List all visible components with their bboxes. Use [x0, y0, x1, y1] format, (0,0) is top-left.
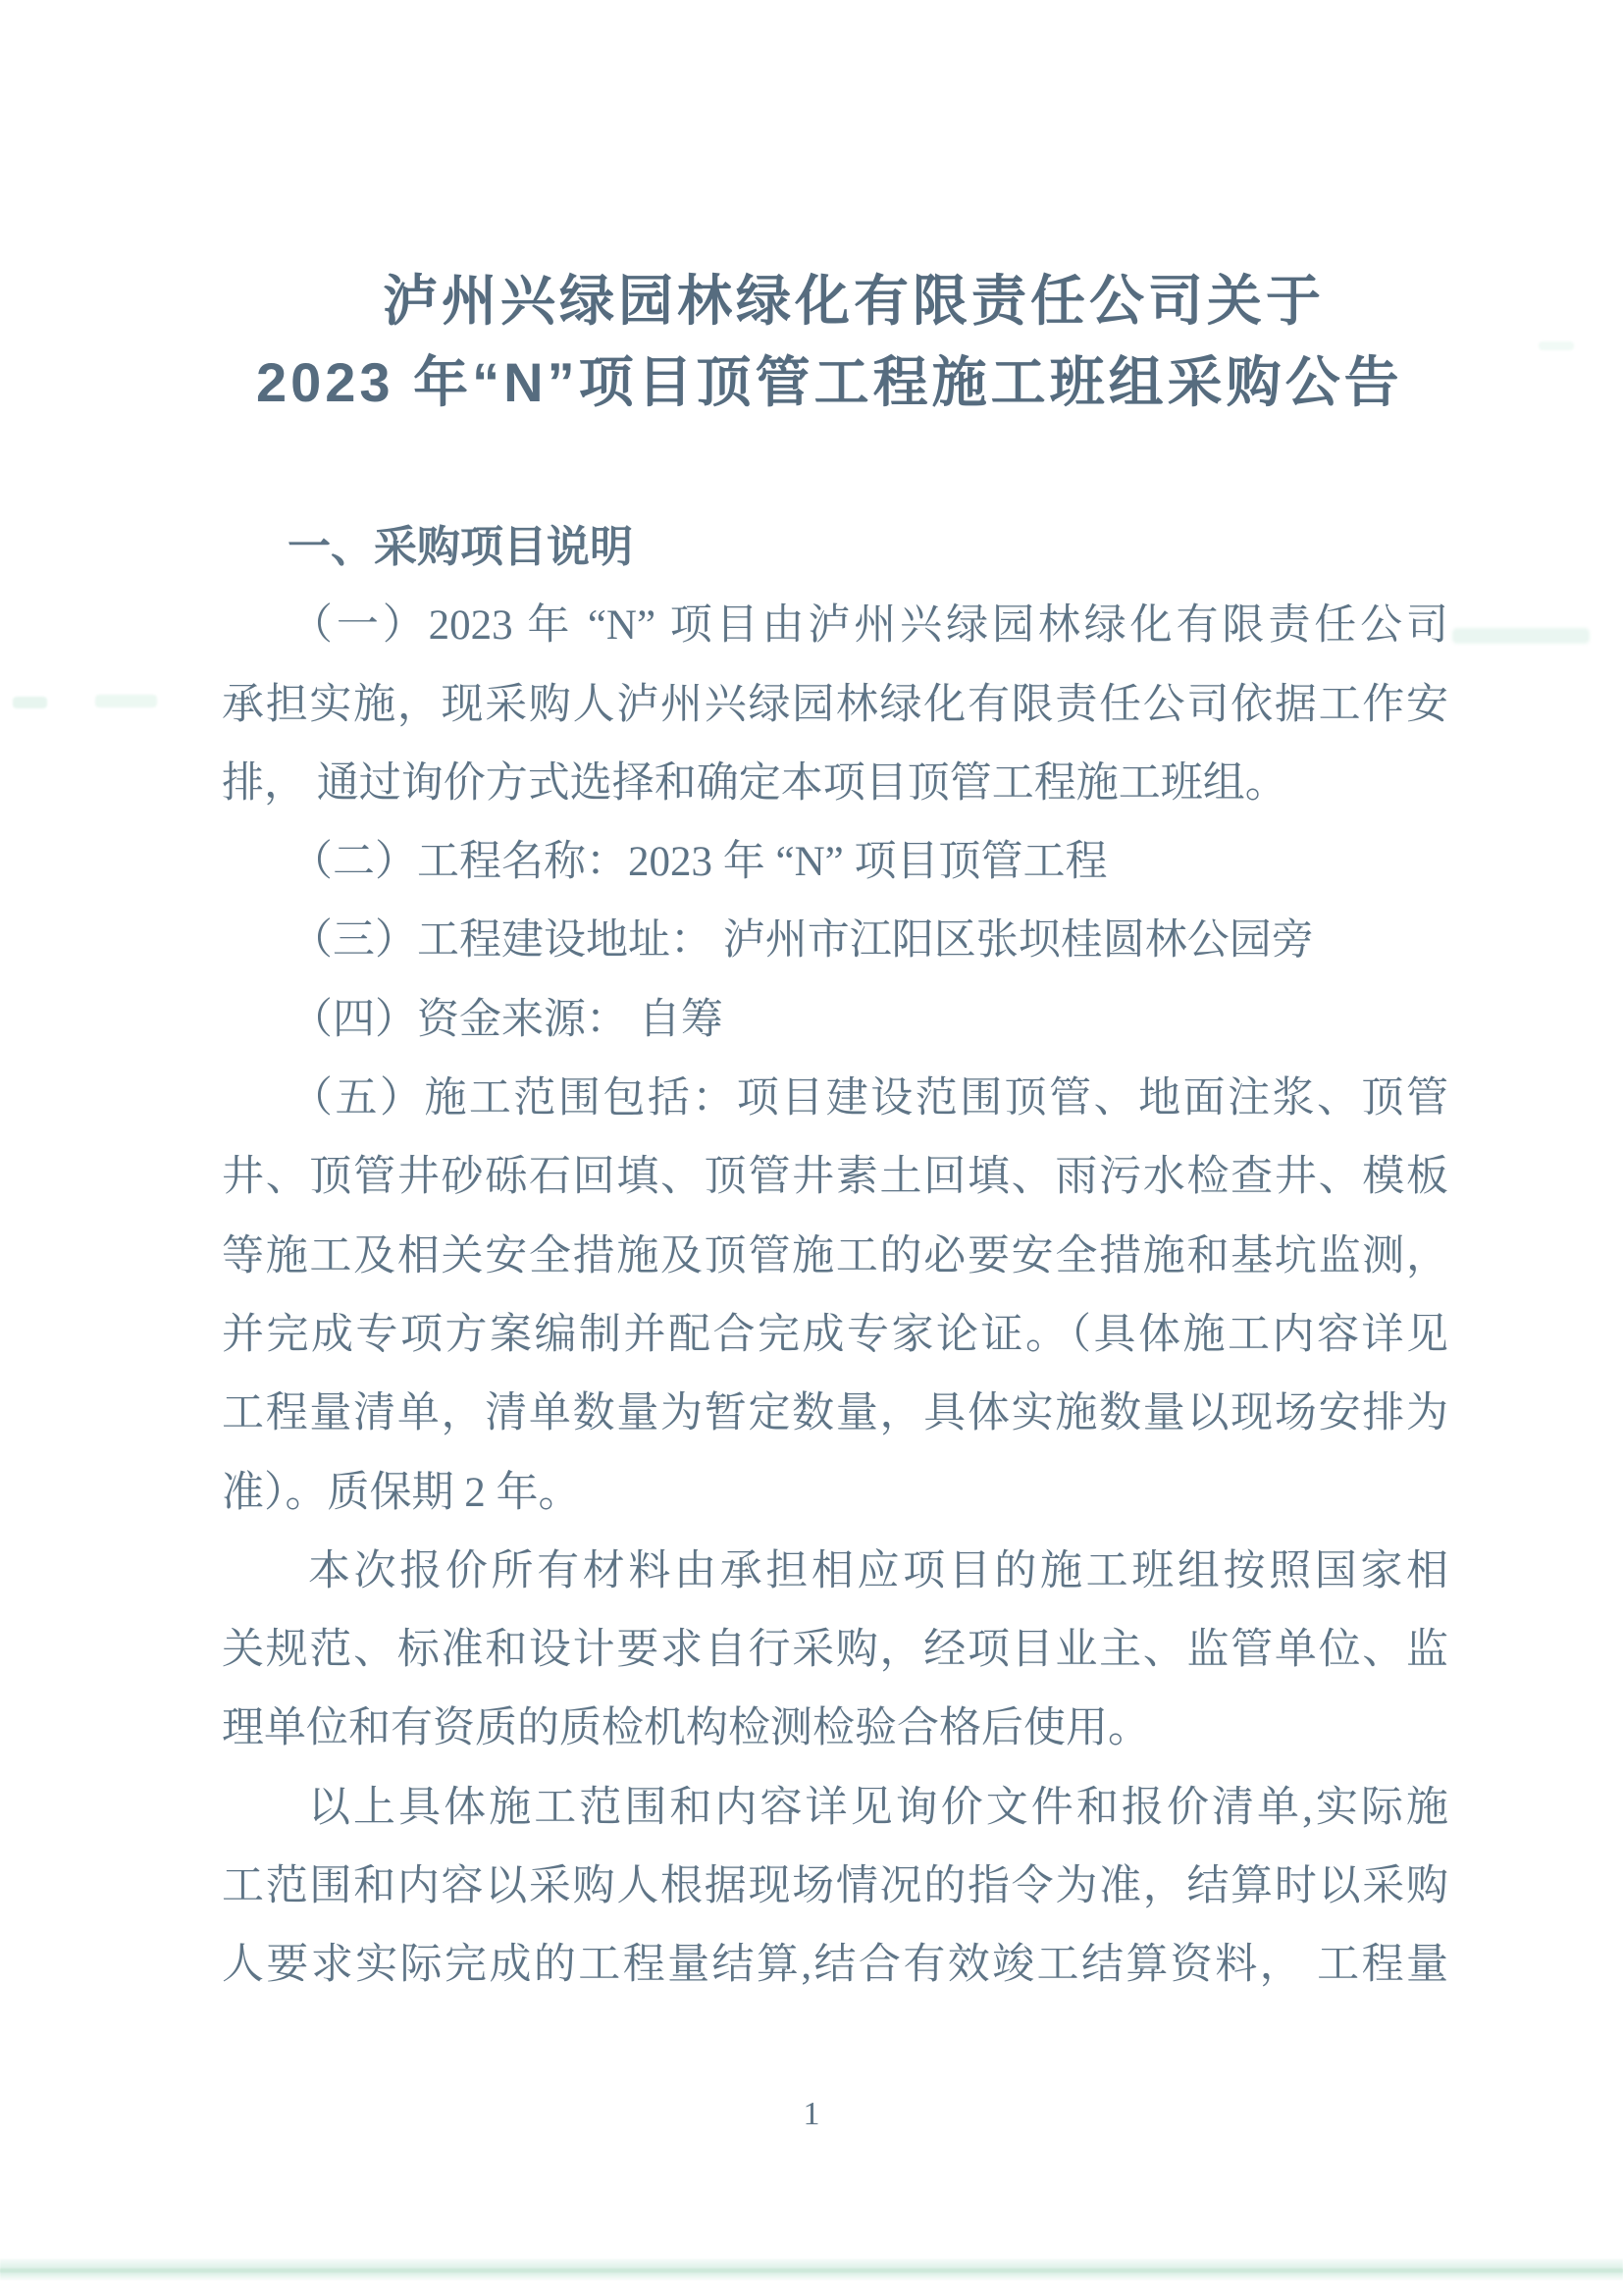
scan-artifact-smudge: [1539, 341, 1574, 350]
text-line: 人要求实际完成的工程量结算,结合有效竣工结算资料， 工程量: [222, 1942, 1448, 1989]
text-line: 本次报价所有材料由承担相应项目的施工班组按照国家相: [308, 1547, 1448, 1594]
text-line: 井、顶管井砂砾石回填、顶管井素土回填、雨污水检查井、模板: [222, 1154, 1448, 1201]
text-line: 关规范、标准和设计要求自行采购，经项目业主、监管单位、监: [222, 1627, 1448, 1674]
document-title-line-2: 2023 年“N”项目顶管工程施工班组采购公告: [256, 351, 1403, 413]
scan-artifact-smudge: [13, 697, 47, 708]
scan-artifact-bottom-line: [0, 2259, 1623, 2280]
text-line: 理单位和有资质的质检机构检测检验合格后使用。: [222, 1705, 1150, 1752]
scan-artifact-smudge: [1452, 628, 1590, 644]
text-line: 承担实施，现采购人泸州兴绿园林绿化有限责任公司依据工作安: [222, 681, 1448, 728]
scan-artifact-bottom-line: [0, 2269, 1623, 2272]
text-line: （四）资金来源： 自筹: [290, 996, 723, 1043]
text-line: （二）工程名称：2023 年 “N” 项目顶管工程: [290, 839, 1108, 886]
text-line: （五）施工范围包括：项目建设范围顶管、地面注浆、顶管: [290, 1075, 1448, 1122]
text-line: 以上具体施工范围和内容详见询价文件和报价清单,实际施: [308, 1784, 1448, 1831]
text-line: 排， 通过询价方式选择和确定本项目顶管工程施工班组。: [222, 759, 1287, 807]
text-line: 工范围和内容以采购人根据现场情况的指令为准，结算时以采购: [222, 1863, 1448, 1910]
page-number: 1: [803, 2096, 820, 2132]
text-line: 等施工及相关安全措施及顶管施工的必要安全措施和基坑监测，: [222, 1232, 1448, 1279]
document-body: [222, 508, 1448, 2006]
text-line: 并完成专项方案编制并配合完成专家论证。（具体施工内容详见: [222, 1311, 1448, 1358]
section-heading: 一、采购项目说明: [288, 523, 633, 571]
scan-artifact-smudge: [95, 695, 157, 707]
text-line: 工程量清单，清单数量为暂定数量，具体实施数量以现场安排为: [222, 1390, 1448, 1437]
text-line: 准）。质保期 2 年。: [222, 1469, 581, 1516]
text-line: （一）2023 年 “N” 项目由泸州兴绿园林绿化有限责任公司: [290, 602, 1448, 650]
text-line: （三）工程建设地址： 泸州市江阳区张坝桂圆林公园旁: [290, 917, 1314, 965]
document-title-line-1: 泸州兴绿园林绿化有限责任公司关于: [383, 270, 1325, 332]
